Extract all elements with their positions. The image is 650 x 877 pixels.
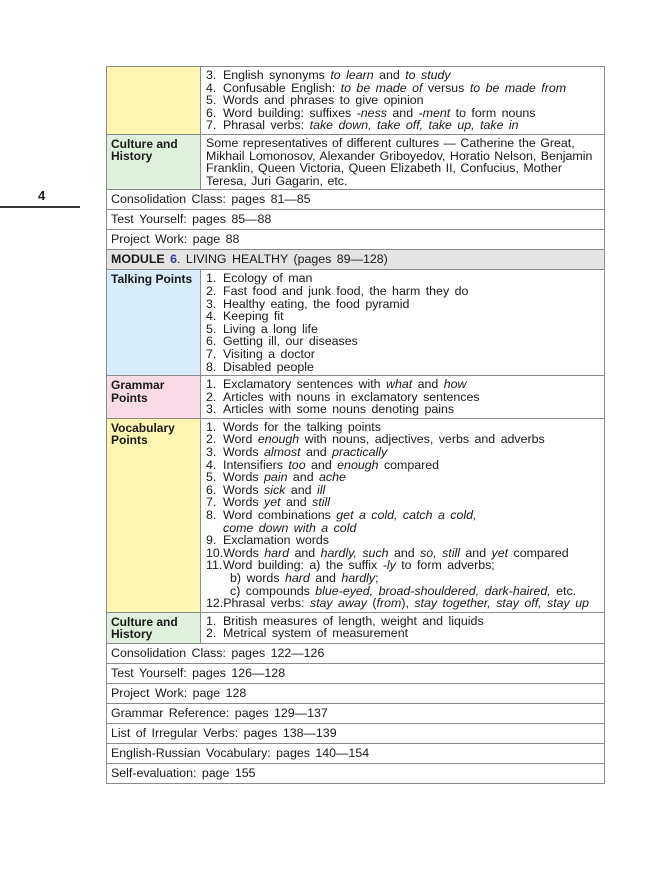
list-item-text: Words hard and hardly, such and so, still and yet compared xyxy=(223,545,569,560)
list-item-text: Visiting a doctor xyxy=(223,346,315,361)
list-item-number: 1. xyxy=(206,377,217,392)
list-item-text: Disabled people xyxy=(223,359,314,374)
module-title: . LIVING HEALTHY (pages 89—128) xyxy=(177,252,388,267)
list-item-text: Keeping fit xyxy=(223,309,284,324)
list-item-text: Words yet and still xyxy=(223,495,331,510)
culture-history-label-2: Culture and History xyxy=(107,612,201,643)
list-item xyxy=(206,627,600,640)
list-item-continuation: b) words hard and hardly; xyxy=(230,571,379,585)
page-number-rule xyxy=(0,206,80,208)
list-item-text: Ecology of man xyxy=(223,271,313,286)
vocabulary-points-row xyxy=(107,418,605,612)
list-item-text: Fast food and junk food, the harm they do xyxy=(223,283,469,298)
list-item-text: Word building: suffixes -ness and -ment to form nouns xyxy=(223,105,536,120)
list-item-text: English synonyms to learn and to study xyxy=(223,68,451,82)
irregular-verbs-list: List of Irregular Verbs: pages 138—139 xyxy=(107,723,605,743)
list-item-text: Words for the talking points xyxy=(223,419,381,434)
list-item-number: 2. xyxy=(206,389,217,404)
test-yourself-1: Test Yourself: pages 85—88 xyxy=(107,210,605,230)
list-item-number: 5. xyxy=(206,93,217,108)
list-item-number: 4. xyxy=(206,457,217,472)
list-item-text: Words pain and ache xyxy=(223,470,346,485)
list-item-number: 5. xyxy=(206,470,217,485)
grammar-reference: Grammar Reference: pages 129—137 xyxy=(107,703,605,723)
list-item-number: 7. xyxy=(206,118,217,133)
culture-history-list-2 xyxy=(201,612,605,643)
list-item-text: Words almost and practically xyxy=(223,445,388,460)
grammar-points-list xyxy=(201,376,605,419)
list-item-text: Articles with some nouns denoting pains xyxy=(223,402,455,417)
list-item-text: Articles with nouns in exclamatory sentences xyxy=(223,389,480,404)
list-item-number: 3. xyxy=(206,445,217,460)
module-prefix: MODULE xyxy=(111,252,171,267)
list-item-number: 4. xyxy=(206,309,217,324)
list-item-number: 10. xyxy=(206,545,224,560)
list-item-number: 5. xyxy=(206,321,217,336)
list-item-number: 3. xyxy=(206,68,217,82)
list-item-continuation: c) compounds blue-eyed, broad-shouldered, dark-haired, etc. xyxy=(230,583,577,598)
vocabulary-points-label: Vocabulary Points xyxy=(107,418,201,612)
list-item-number: 2. xyxy=(206,283,217,298)
list-item-text: Word enough with nouns, adjectives, verbs and adverbs xyxy=(223,432,545,447)
list-item-number: 2. xyxy=(206,626,217,641)
list-item-number: 7. xyxy=(206,495,217,510)
list-item-number: 1. xyxy=(206,271,217,286)
blank-label-cell xyxy=(107,67,201,135)
grammar-points-row xyxy=(107,376,605,419)
culture-history-row-2 xyxy=(107,612,605,643)
list-item xyxy=(206,361,600,374)
list-item xyxy=(206,403,600,416)
list-item-number: 1. xyxy=(206,419,217,434)
list-item-number: 6. xyxy=(206,334,217,349)
list-item-number: 6. xyxy=(206,482,217,497)
list-item xyxy=(206,119,600,132)
list-item-text: Exclamatory sentences with what and how xyxy=(223,377,467,392)
consolidation-class-2: Consolidation Class: pages 122—126 xyxy=(107,643,605,663)
list-item-number: 8. xyxy=(206,508,217,523)
list-item-text: Exclamation words xyxy=(223,533,329,548)
top-items xyxy=(201,67,605,135)
talking-points-list xyxy=(201,270,605,376)
module-number: 6 xyxy=(170,252,178,267)
list-item-text: Word combinations get a cold, catch a cold, xyxy=(223,508,477,523)
list-item-text: Metrical system of measurement xyxy=(223,626,409,641)
list-item xyxy=(206,348,600,361)
list-item xyxy=(206,285,600,298)
list-item-number: 8. xyxy=(206,359,217,374)
project-work-1: Project Work: page 88 xyxy=(107,230,605,250)
list-item-number: 12. xyxy=(206,596,224,611)
page-number: 4 xyxy=(38,188,46,203)
list-item-text: Intensifiers too and enough compared xyxy=(223,457,440,472)
list-item-text: British measures of length, weight and liquids xyxy=(223,613,484,628)
consolidation-class-1: Consolidation Class: pages 81—85 xyxy=(107,190,605,210)
list-item-text: Word building: a) the suffix -ly to form adverbs; xyxy=(223,558,495,573)
list-item-number: 9. xyxy=(206,533,217,548)
list-item-number: 3. xyxy=(206,296,217,311)
list-item xyxy=(206,597,600,610)
self-evaluation: Self-evaluation: page 155 xyxy=(107,763,605,783)
culture-history-row xyxy=(107,134,605,189)
list-item-number: 3. xyxy=(206,402,217,417)
list-item xyxy=(206,378,600,391)
test-yourself-2: Test Yourself: pages 126—128 xyxy=(107,663,605,683)
list-item xyxy=(206,310,600,323)
list-item-text: Words and phrases to give opinion xyxy=(223,93,424,108)
culture-history-text: Some representatives of different cultures — Catherine the Great, Mikhail Lomonosov, Alexander Griboyedov, Horatio Nelson, Benjamin Franklin, Queen Victoria, Queen Elizabeth II, Confucius, Mother Teresa, Juri Gagarin, etc. xyxy=(201,134,605,189)
list-item-text: Healthy eating, the food pyramid xyxy=(223,296,410,311)
list-item-text: Phrasal verbs: stay away (from), stay together, stay off, stay up xyxy=(223,596,589,611)
list-item-text: Words sick and ill xyxy=(223,482,326,497)
module-6-heading xyxy=(107,250,605,270)
english-russian-vocabulary: English-Russian Vocabulary: pages 140—154 xyxy=(107,743,605,763)
project-work-2: Project Work: page 128 xyxy=(107,683,605,703)
talking-points-row xyxy=(107,270,605,376)
vocabulary-points-list xyxy=(201,418,605,612)
list-item-number: 11. xyxy=(206,558,223,573)
module5-vocabulary-continued-row xyxy=(107,67,605,135)
list-item-number: 1. xyxy=(206,613,217,628)
talking-points-label: Talking Points xyxy=(107,270,201,376)
list-item-text: Confusable English: to be made of versus to be made from xyxy=(223,80,567,95)
list-item-text: Getting ill, our diseases xyxy=(223,334,358,349)
list-item xyxy=(206,94,600,107)
list-item-continuation: come down with a cold xyxy=(223,520,357,535)
list-item-number: 6. xyxy=(206,105,217,120)
grammar-points-label: Grammar Points xyxy=(107,376,201,419)
list-item-text: Phrasal verbs: take down, take off, take up, take in xyxy=(223,118,519,133)
list-item-number: 4. xyxy=(206,80,217,95)
list-item xyxy=(206,446,600,459)
list-item-number: 2. xyxy=(206,432,217,447)
list-item-number: 7. xyxy=(206,346,217,361)
contents-table xyxy=(106,66,605,784)
culture-history-label: Culture and History xyxy=(107,134,201,189)
list-item-text: Living a long life xyxy=(223,321,318,336)
